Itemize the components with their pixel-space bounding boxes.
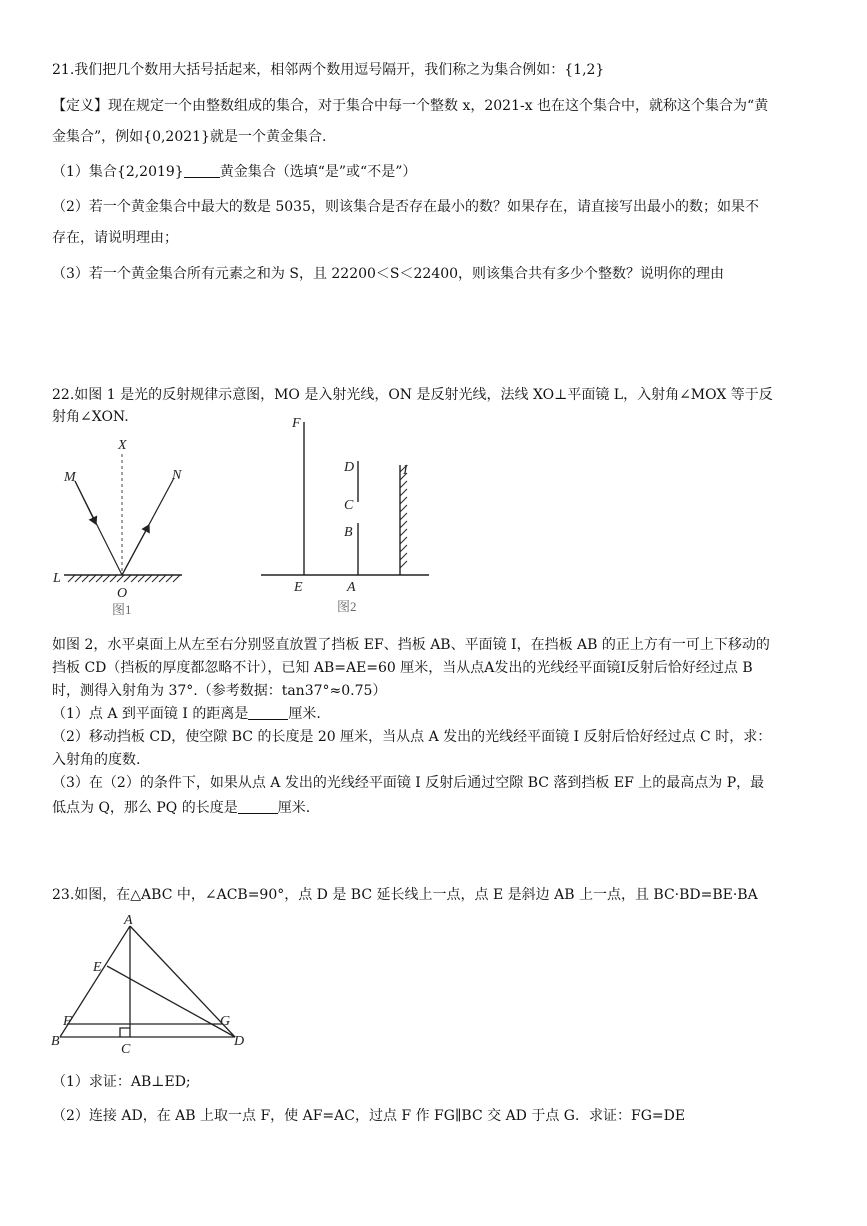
q21-part2-line2: 存在，请说明理由； [52,230,178,246]
label-e: E [294,580,303,595]
q23-title: 23.如图，在△ABC 中，∠ACB=90°，点 D 是 BC 延长线上一点，点 E 是斜边 AB 上一点，且 BC·BD=BE·BA [52,887,758,903]
label-n: N [172,468,182,483]
q21-part2-line1: （2）若一个黄金集合中最大的数是 5035，则该集合是否存在最小的数？如果存在，请直接写出最小的数；如果不 [52,199,759,215]
label-d: D [344,460,355,475]
label-f: F [63,1014,72,1029]
label-a: A [347,580,356,595]
label-c: C [121,1042,131,1057]
q23-part1: （1）求证：AB⊥ED; [52,1074,191,1090]
q22-part3-text-after: 厘米. [277,800,311,816]
q22-title-line1: 22.如图 1 是光的反射规律示意图，MO 是入射光线，ON 是反射光线，法线 XO⊥平面镜 L，入射角∠MOX 等于反 [52,387,773,403]
q22-part2-line1: （2）移动挡板 CD，使空隙 BC 的长度是 20 厘米，当从点 A 发出的光线经平面镜 I 反射后恰好经过点 C 时，求： [52,729,772,745]
label-e: E [93,960,102,975]
q21-definition-line2: 金集合”，例如{0,2021}就是一个黄金集合. [52,129,327,145]
q22-part1-text-after: 厘米. [288,706,321,722]
mirror-hatching [68,575,180,582]
figure1-caption: 图1 [112,602,132,617]
q21-part1-text-after: 黄金集合（选填“是”或“不是”） [219,164,417,180]
q22-title-line2: 射角∠XON. [52,409,129,425]
q22-body-line3: 时，测得入射角为 37°.（参考数据：tan37°≈0.75） [52,683,387,699]
q21-part1-text-before: （1）集合{2,2019} [52,164,184,180]
incident-ray-arrow [75,481,96,524]
q22-part3-line2 [52,799,310,817]
label-i: I [403,463,408,478]
label-x: X [118,438,127,453]
label-m: M [64,470,76,485]
right-angle-mark [120,1028,130,1037]
label-d: D [234,1034,245,1049]
answer-blank [248,705,288,720]
mirror-i-hatching [400,465,407,568]
q22-part2-line2: 入射角的度数. [52,752,141,768]
q22-part3-line1: （3）在（2）的条件下，如果从点 A 发出的光线经平面镜 I 反射后通过空隙 BC 落到挡板 EF 上的最高点为 P，最 [52,775,765,791]
label-a: A [124,913,133,928]
q22-body-line1: 如图 2，水平桌面上从左至右分别竖直放置了挡板 EF、挡板 AB、平面镜 I，在挡板 AB 的正上方有一可上下移动的 [52,637,770,653]
segment-ed [107,966,235,1037]
q22-part3-text-before: 低点为 Q，那么 PQ 的长度是 [52,800,238,816]
answer-blank [184,163,220,178]
q23-figure [48,910,258,1058]
label-g: G [220,1014,231,1029]
label-l: L [53,571,61,586]
q22-part1-text-before: （1）点 A 到平面镜 I 的距离是 [52,706,249,722]
q21-title: 21.我们把几个数用大括号括起来，相邻两个数用逗号隔开，我们称之为集合例如：{1,2} [52,62,605,78]
answer-blank [238,799,278,814]
q21-part1 [52,163,416,181]
q22-figure2 [255,410,435,620]
label-c: C [344,498,354,513]
reflected-ray-arrow [122,525,149,575]
q21-definition-line1: 【定义】现在规定一个由整数组成的集合，对于集合中每一个整数 x，2021-x 也在这个集合中，就称这个集合为“黄 [52,98,769,114]
q22-part1 [52,705,321,723]
label-f: F [292,416,301,431]
q22-figure1 [50,432,190,622]
figure2-caption: 图2 [337,599,357,614]
q22-body-line2: 挡板 CD（挡板的厚度都忽略不计），已知 AB=AE=60 厘米，当从点A发出的光线经平面镜I反射后恰好经过点 B [52,660,753,676]
label-b: B [344,525,353,540]
label-o: O [117,586,128,601]
q23-part2: （2）连接 AD，在 AB 上取一点 F，使 AF=AC，过点 F 作 FG∥BC 交 AD 于点 G．求证：FG=DE [52,1108,686,1124]
q21-part3: （3）若一个黄金集合所有元素之和为 S，且 22200＜S＜22400，则该集合共有多少个整数？说明你的理由 [52,266,725,282]
label-b: B [51,1034,60,1049]
